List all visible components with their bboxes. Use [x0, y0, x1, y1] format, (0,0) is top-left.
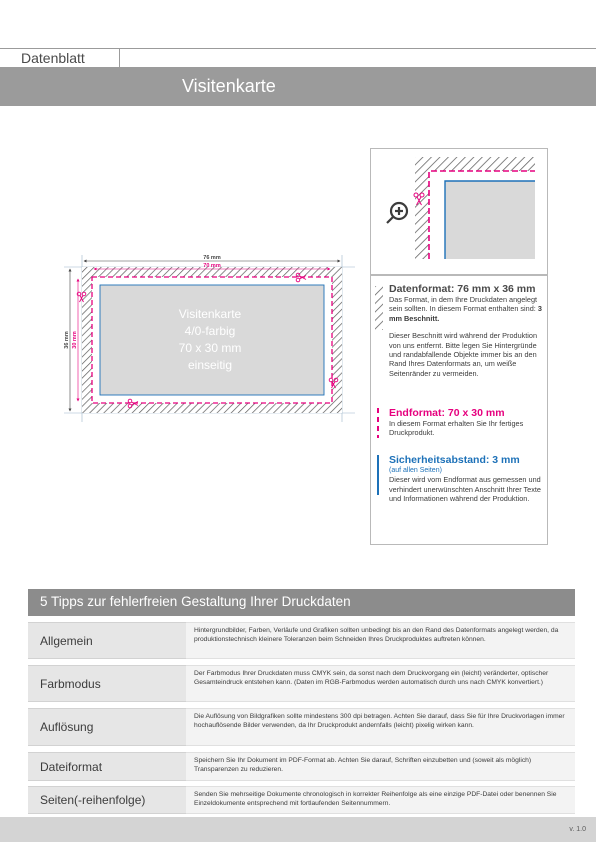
card-line-1: Visitenkarte	[178, 307, 242, 321]
card-line-2: 4/0-farbig	[184, 324, 236, 338]
dim-top-inner-label: 70 mm	[203, 263, 221, 269]
dim-left-outer-label: 36 mm	[64, 331, 70, 349]
sicherheit-title: Sicherheitsabstand: 3 mm	[389, 454, 520, 466]
legend-divider	[371, 274, 547, 276]
endformat-text: In diesem Format erhalten Sie Ihr fertiges Druckprodukt.	[389, 419, 524, 438]
tip-label: Farbmodus	[28, 665, 186, 702]
safety-line-swatch	[376, 455, 380, 495]
beschnitt-text: Dieser Beschnitt wird während der Produktion von uns entfernt. Bitte legen Sie Hintergründe und randabfallende Objekte immer bis an den Rand Ihres Datenformats an, um weiße Seitenränder zu vermeiden.	[389, 331, 538, 378]
endformat-block	[389, 407, 547, 438]
sicherheit-block	[389, 454, 547, 504]
bleed-hatch-swatch	[375, 286, 383, 330]
tip-label: Dateiformat	[28, 752, 186, 781]
datenformat-bold: 3 mm Beschnitt.	[389, 304, 542, 323]
tip-label: Allgemein	[28, 622, 186, 659]
tip-label: Auflösung	[28, 708, 186, 746]
tip-text: Die Auflösung von Bildgrafiken sollte mindestens 300 dpi betragen. Achten Sie darauf, dass Sie für Ihre Druckvorlagen immer hochauflösende Bilder verwenden, da Ihr Druckprodukt andernfalls (leicht) pixelig wirken kann.	[186, 708, 575, 746]
sicherheit-text: Dieser wird vom Endformat aus gemessen und verhindert unerwünschten Anschnitt Ihrer Texte und Informationen während der Produktion.	[389, 475, 541, 504]
tip-text: Hintergrundbilder, Farben, Verläufe und Grafiken sollten unbedingt bis an den Rand des Datenformats angelegt werden, da produktionstechnisch kleinere Toleranzen beim Schneiden Ihres Druckproduktes auftreten können.	[186, 622, 575, 659]
tip-text: Der Farbmodus Ihrer Druckdaten muss CMYK sein, da sonst nach dem Druckvorgang ein (leicht) veränderter, optischer Gesamteindruck entstehen kann. (Daten im RGB-Farbmodus werden automatisch durch uns nach CMYK konvertiert.)	[186, 665, 575, 702]
sicherheit-sub: (auf allen Seiten)	[389, 467, 442, 474]
card-area	[100, 285, 324, 395]
tips-header	[28, 589, 575, 616]
format-diagram	[50, 240, 360, 440]
datenformat-text: Das Format, in dem Ihre Druckdaten angelegt sein sollten. In diesem Format enthalten sind: 3 mm Beschnitt.	[389, 295, 542, 323]
endformat-title: Endformat: 70 x 30 mm	[389, 407, 505, 419]
tip-text: Speichern Sie Ihr Dokument im PDF-Format ab. Achten Sie darauf, Schriften einzubetten und (soweit als möglich) Transparenzen zu reduzieren.	[186, 752, 575, 781]
footer-bar	[0, 817, 596, 842]
tip-row-farbmodus	[28, 665, 575, 702]
datenformat-title: Datenformat: 76 mm x 36 mm	[389, 283, 536, 295]
title-bar	[0, 67, 596, 106]
card-line-3: 70 x 30 mm	[178, 341, 242, 355]
dim-top-outer-label: 76 mm	[203, 255, 221, 261]
page-title: Visitenkarte	[182, 76, 276, 96]
tip-row-aufloesung	[28, 708, 575, 746]
corner-zoom-detail	[371, 149, 547, 274]
datenformat-block	[389, 283, 547, 378]
dim-left-inner-label: 30 mm	[72, 331, 78, 349]
datasheet-tab-label: Datenblatt	[21, 50, 85, 66]
tip-text: Senden Sie mehrseitige Dokumente chronologisch in korrekter Reihenfolge als eine einzige PDF-Datei oder benennen Sie Einzeldokumente entsprechend mit fortlaufenden Seitennummern.	[186, 786, 575, 814]
tip-label: Seiten(-reihenfolge)	[28, 786, 186, 814]
format-legend-panel	[370, 148, 548, 545]
trim-line-swatch	[376, 408, 380, 438]
datasheet-tab	[0, 48, 120, 68]
card-line-4: einseitig	[187, 358, 233, 372]
tips-header-label: 5 Tipps zur fehlerfreien Gestaltung Ihrer Druckdaten	[40, 594, 351, 609]
tip-row-seitenreihenfolge	[28, 786, 575, 814]
tip-row-allgemein	[28, 622, 575, 659]
tip-row-dateiformat	[28, 752, 575, 781]
version-label: v. 1.0	[569, 826, 586, 833]
